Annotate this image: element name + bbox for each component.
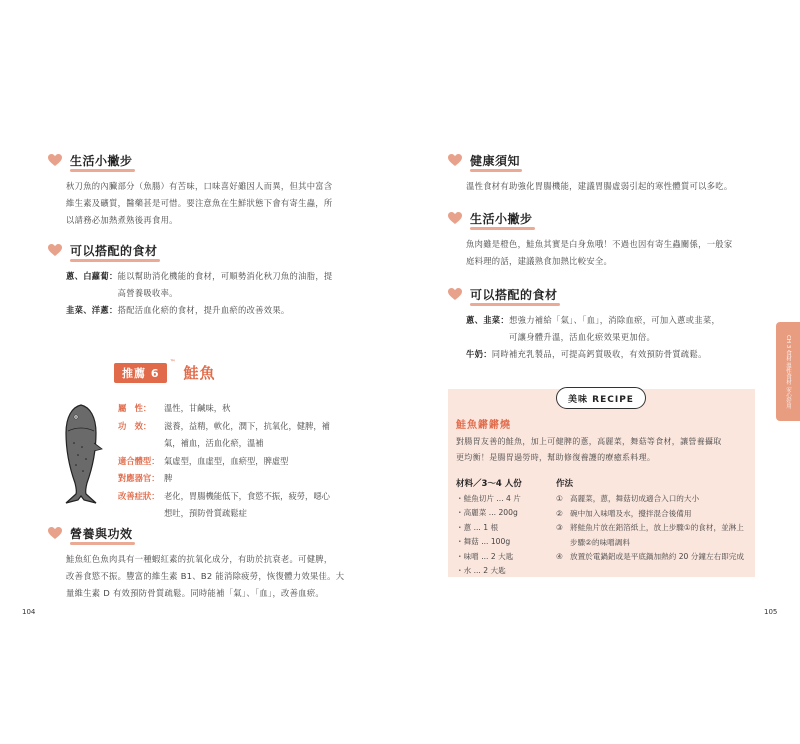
step-text: 碗中加入味噌及水，攪拌混合後備用 bbox=[570, 508, 692, 518]
section-title: 生活小撇步 bbox=[470, 212, 533, 226]
attr-value: 脾 bbox=[164, 473, 173, 483]
ingredient-item: ・高麗菜 ... 200g bbox=[456, 508, 518, 518]
attr-key: 改善症狀： bbox=[118, 490, 160, 501]
recipe-tag: 美味 RECIPE bbox=[556, 387, 646, 409]
body-line: 量維生素 D 有效預防骨質疏鬆。同時能補「氣」、「血」，改善血瘀。 bbox=[66, 588, 325, 598]
ingredients-list bbox=[456, 492, 521, 578]
steps-title: 作法 bbox=[556, 479, 574, 489]
page-number: 104 bbox=[22, 608, 36, 616]
page-number: 105 bbox=[764, 608, 778, 616]
chapter-side-tab: CH 3 食材 溫性食材 安心好用 bbox=[776, 322, 800, 421]
body-line: 鮭魚紅色魚肉具有一種蝦紅素的抗氧化成分，有助於抗衰老。可健脾， bbox=[66, 554, 333, 564]
step-number: ④ bbox=[556, 552, 563, 562]
intro-line: 更均衡！是腸胃過勞時，幫助修復養護的療癒系料理。 bbox=[456, 453, 656, 462]
step-item bbox=[556, 492, 751, 507]
attr-key: 功 效： bbox=[118, 420, 152, 431]
section-body bbox=[66, 178, 366, 229]
step-item bbox=[556, 521, 751, 550]
section-title: 營養與功效 bbox=[70, 527, 133, 541]
attribute-table bbox=[118, 400, 330, 523]
section-body bbox=[466, 178, 766, 195]
pairing-text: 同時補充乳製品，可提高鈣質吸收，有效預防骨質疏鬆。 bbox=[491, 349, 707, 359]
steps-list bbox=[556, 492, 751, 565]
section-body bbox=[466, 236, 766, 270]
pairing-label: 韭菜、洋蔥： bbox=[66, 305, 118, 315]
attr-row bbox=[118, 488, 330, 523]
pairing-text: 可讓身體升溫，活血化瘀效果更加倍。 bbox=[509, 332, 656, 342]
pairing-list bbox=[66, 268, 366, 319]
attr-value: 氣，補血，活血化瘀，溫補 bbox=[164, 438, 264, 448]
body-line: 溫性食材有助強化胃腸機能，建議胃腸虛弱引起的寒性體質可以多吃。 bbox=[466, 181, 733, 191]
heart-icon bbox=[48, 527, 62, 540]
body-line: 秋刀魚的內臟部分（魚腸）有苦味，口味喜好雖因人而異，但其中富含 bbox=[66, 181, 333, 191]
attr-row bbox=[118, 470, 330, 488]
ingredient-item: ・鮭魚切片 ... 4 片 bbox=[456, 494, 521, 503]
section-heading bbox=[48, 525, 133, 542]
section-heading bbox=[448, 152, 520, 169]
recommend-header bbox=[114, 362, 216, 383]
attr-row bbox=[118, 400, 330, 418]
attr-key: 對應器官： bbox=[118, 473, 160, 483]
step-number: ③ bbox=[556, 523, 563, 533]
recipe-name: 鮭魚鏘鏘燒 bbox=[456, 420, 511, 431]
heart-icon bbox=[48, 244, 62, 257]
recipe-intro bbox=[456, 434, 752, 466]
step-item bbox=[556, 550, 751, 565]
pairing-list bbox=[466, 312, 766, 363]
attr-value: 溫性，甘鹹味，秋 bbox=[164, 403, 231, 413]
ingredient-item: ・蔥 ... 1 根 bbox=[456, 522, 499, 532]
attr-row bbox=[118, 418, 330, 453]
attr-value: 想吐，預防骨質疏鬆症 bbox=[164, 508, 247, 518]
attr-value: 氣虛型，血虛型，血瘀型，脾虛型 bbox=[164, 455, 289, 466]
attr-value: 滋養，益精，軟化，潤下，抗氧化，健脾，補 bbox=[164, 420, 330, 431]
section-heading bbox=[48, 152, 133, 169]
heart-icon bbox=[448, 288, 462, 301]
ingredient-item: ・水 ... 2 大匙 bbox=[456, 566, 506, 576]
section-heading bbox=[448, 210, 533, 227]
step-number: ② bbox=[556, 508, 563, 518]
body-line: 維生素及礦質，醫藥甚是可惜。要注意魚在生鮮狀態下會有寄生蟲，所 bbox=[66, 198, 333, 208]
ingredients-title: 材料／3～4 人份 bbox=[456, 479, 522, 489]
body-line: 改善食慾不振。豐富的維生素 B1、B2 能消除疲勞，恢復體力效果佳。大 bbox=[66, 571, 345, 581]
pairing-row bbox=[466, 346, 766, 363]
attr-key: 屬 性： bbox=[118, 403, 152, 413]
ingredient-item: ・舞菇 ... 100g bbox=[456, 537, 511, 547]
pairing-label: 牛奶： bbox=[466, 349, 492, 359]
step-text: 放置於電鍋鋁或是平底鍋加熱約 20 分鐘左右即完成 bbox=[570, 552, 744, 562]
section-heading bbox=[48, 242, 158, 259]
body-line: 魚肉雖是橙色，鮭魚其實是白身魚哦！不過也因有寄生蟲關係，一般家 bbox=[466, 239, 733, 249]
pairing-label: 蔥、白蘿蔔： bbox=[66, 271, 118, 281]
pairing-row bbox=[66, 268, 366, 302]
section-title: 可以搭配的食材 bbox=[470, 288, 558, 302]
section-title: 可以搭配的食材 bbox=[70, 244, 158, 258]
nutrition-body bbox=[66, 551, 366, 602]
salmon-illustration bbox=[56, 403, 106, 506]
right-page bbox=[400, 0, 800, 744]
attr-row bbox=[118, 453, 330, 471]
heart-icon bbox=[48, 154, 62, 167]
pairing-text: 想強力補給「氣」、「血」，消除血瘀，可加入蔥或韭菜， bbox=[509, 315, 721, 325]
section-heading bbox=[448, 286, 558, 303]
pairing-row bbox=[66, 302, 366, 319]
step-number: ① bbox=[556, 494, 563, 503]
heart-icon bbox=[448, 154, 462, 167]
step-text: 將鮭魚片放在鋁箔紙上，放上步驟①的食材，並淋上步驟②的味噌調料 bbox=[570, 523, 744, 547]
pairing-row bbox=[466, 312, 766, 346]
heart-icon bbox=[448, 212, 462, 225]
pairing-label: 蔥、韭菜： bbox=[466, 315, 509, 325]
step-item bbox=[556, 507, 751, 522]
attr-key: 適合體型： bbox=[118, 455, 160, 466]
step-text: 高麗菜，蔥，舞菇切成適合入口的大小 bbox=[570, 494, 700, 503]
pairing-text: 能以幫助消化機能的食材，可順勢消化秋刀魚的油脂，提 bbox=[117, 271, 333, 281]
intro-line: 對腸胃友善的鮭魚，加上可健脾的蔥，高麗菜，舞菇等食材，讓營養攝取 bbox=[456, 437, 722, 446]
pairing-text: 搭配活血化瘀的食材，提升血瘀的改善效果。 bbox=[117, 305, 290, 315]
attr-value: 老化，胃腸機能低下，食慾不振，疲勞，噁心 bbox=[164, 490, 330, 501]
body-line: 以請務必加熱煮熟後再食用。 bbox=[66, 215, 178, 225]
section-title: 生活小撇步 bbox=[70, 154, 133, 168]
pairing-text: 高營養吸收率。 bbox=[117, 288, 178, 298]
section-title: 健康須知 bbox=[470, 154, 521, 168]
recommend-badge: 推薦 6 ™ bbox=[114, 363, 167, 383]
ingredient-item: ・味噌 ... 2 大匙 bbox=[456, 551, 514, 561]
recommend-name: 鮭魚 bbox=[183, 364, 216, 382]
body-line: 庭料理的話，建議熟食加熱比較安全。 bbox=[466, 256, 613, 266]
